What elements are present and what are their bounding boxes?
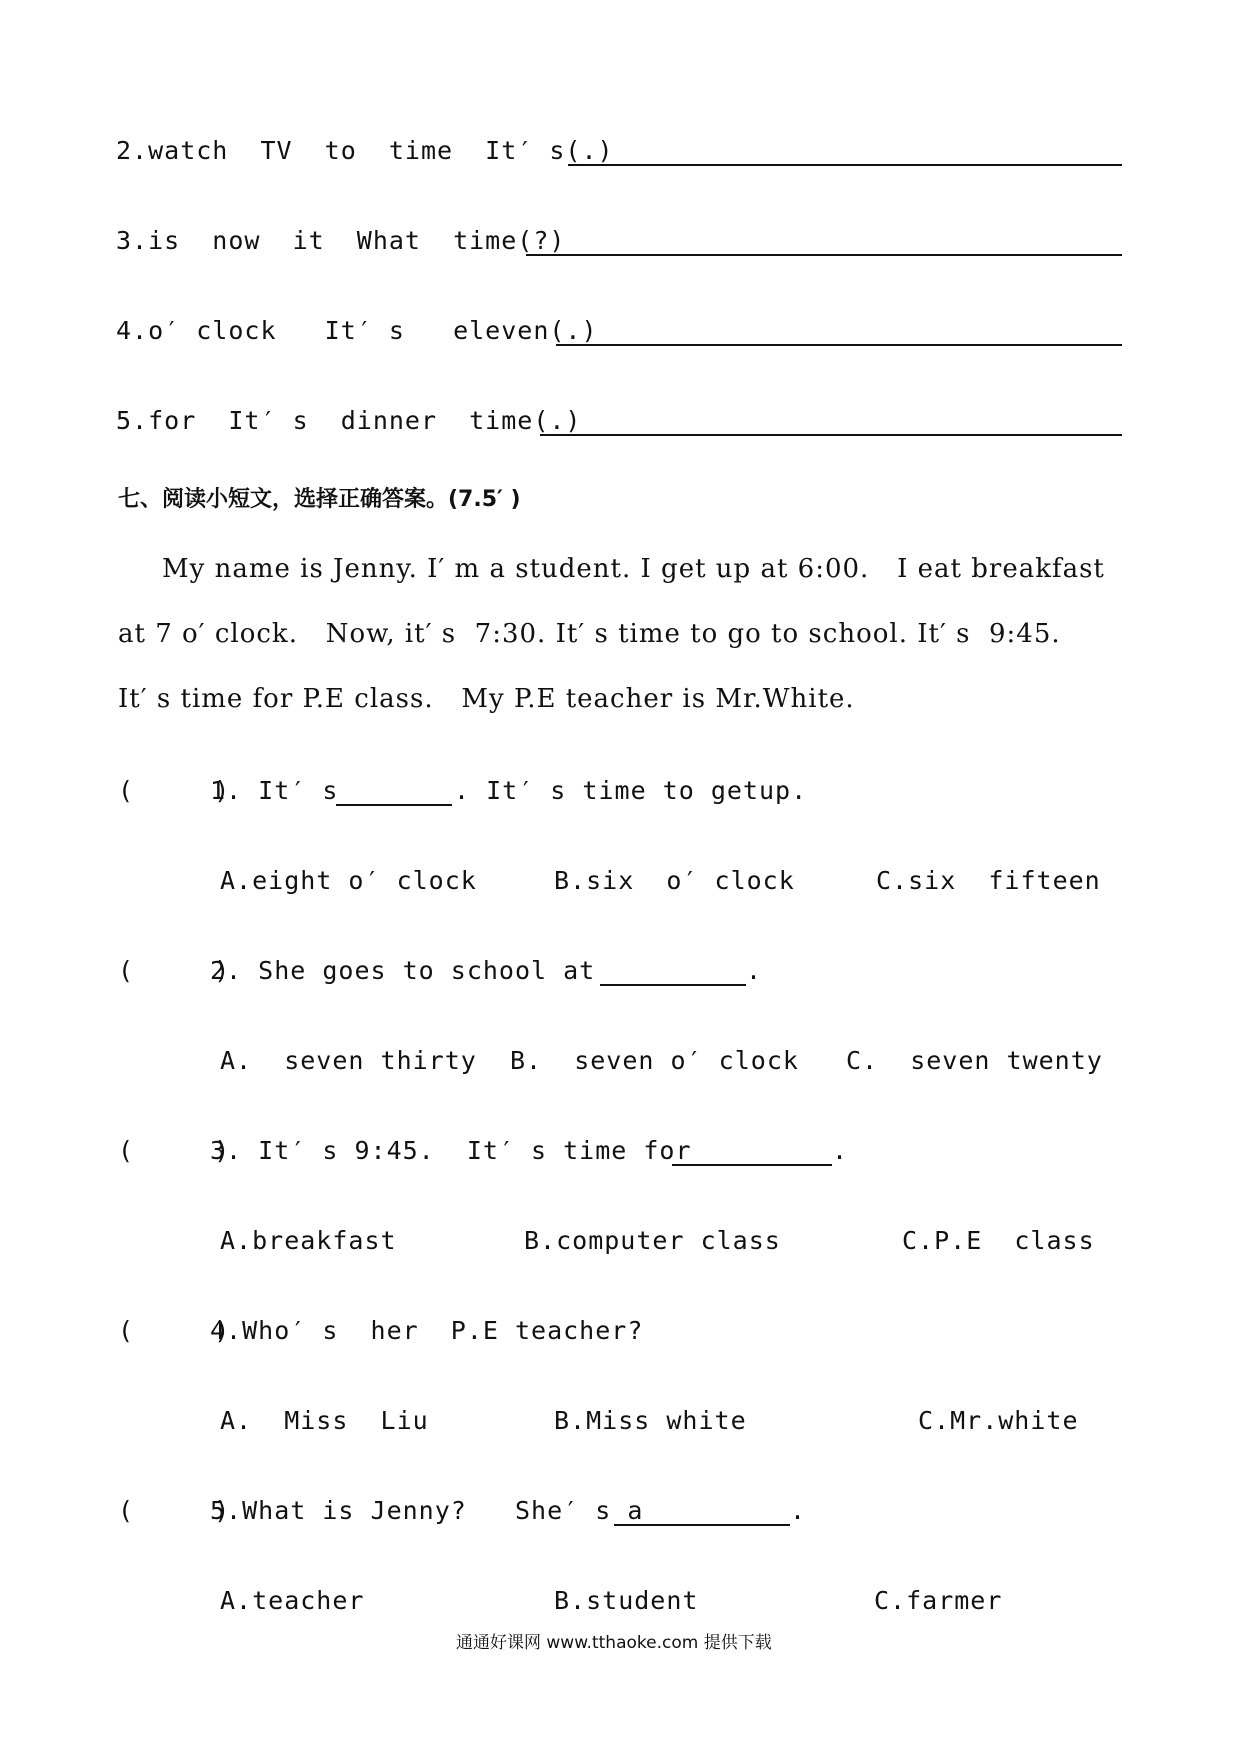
footer-source: 通通好课网 www.tthaoke.com 提供下载 (456, 1633, 772, 1653)
question-5-option-c[interactable]: C.farmer (874, 1586, 1003, 1615)
question-3-blank[interactable] (672, 1164, 832, 1166)
answer-paren[interactable]: ( ) (118, 1316, 231, 1345)
answer-line-2[interactable] (568, 164, 1122, 166)
answer-line-5[interactable] (540, 434, 1122, 436)
question-3-option-a[interactable]: A.breakfast (220, 1226, 397, 1255)
passage-line-3: It′ s time for P.E class. My P.E teacher is Mr.White. (118, 684, 855, 714)
rearrange-item-4: 4.o′ clock It′ s eleven(.) (116, 316, 598, 345)
question-1-option-c[interactable]: C.six fifteen (876, 866, 1101, 895)
question-1-option-b[interactable]: B.six o′ clock (554, 866, 795, 895)
question-5-text-after: . (790, 1496, 807, 1525)
question-5-option-b[interactable]: B.student (554, 1586, 699, 1615)
question-2-blank[interactable] (600, 984, 746, 986)
question-2-text-after: . (746, 956, 763, 985)
question-1-text-after: . It′ s time to getup. (454, 776, 808, 805)
question-5-text: 5.What is Jenny? She′ s a (210, 1496, 644, 1525)
question-1-text: 1. It′ s (210, 776, 339, 805)
question-3-text: 3. It′ s 9:45. It′ s time for (210, 1136, 708, 1165)
question-2-option-c[interactable]: C. seven twenty (846, 1046, 1103, 1075)
question-3-text-after: . (832, 1136, 849, 1165)
question-4-option-a[interactable]: A. Miss Liu (220, 1406, 429, 1435)
answer-paren[interactable]: ( ) (118, 956, 231, 985)
question-4-option-c[interactable]: C.Mr.white (918, 1406, 1079, 1435)
section-heading: 七、阅读小短文，选择正确答案。(7.5′ ) (118, 487, 521, 512)
question-5-blank[interactable] (614, 1524, 790, 1526)
answer-paren[interactable]: ( ) (118, 1496, 231, 1525)
answer-paren[interactable]: ( ) (118, 1136, 231, 1165)
answer-paren[interactable]: ( ) (118, 776, 231, 805)
question-2-option-b[interactable]: B. seven o′ clock (510, 1046, 799, 1075)
passage-line-1: My name is Jenny. I′ m a student. I get up at 6:00. I eat breakfast (162, 554, 1105, 584)
question-4-option-b[interactable]: B.Miss white (554, 1406, 747, 1435)
question-3-option-c[interactable]: C.P.E class (902, 1226, 1095, 1255)
rearrange-item-2: 2.watch TV to time It′ s(.) (116, 136, 614, 165)
question-5-option-a[interactable]: A.teacher (220, 1586, 365, 1615)
question-1-option-a[interactable]: A.eight o′ clock (220, 866, 477, 895)
question-2-text: 2. She goes to school at (210, 956, 612, 985)
question-4-text: 4.Who′ s her P.E teacher? (210, 1316, 644, 1345)
answer-line-4[interactable] (556, 344, 1122, 346)
question-2-option-a[interactable]: A. seven thirty (220, 1046, 477, 1075)
answer-line-3[interactable] (526, 254, 1122, 256)
question-1-blank[interactable] (336, 804, 452, 806)
passage-line-2: at 7 o′ clock. Now, it′ s 7:30. It′ s time to go to school. It′ s 9:45. (118, 619, 1061, 649)
question-3-option-b[interactable]: B.computer class (524, 1226, 781, 1255)
rearrange-item-5: 5.for It′ s dinner time(.) (116, 406, 582, 435)
rearrange-item-3: 3.is now it What time(?) (116, 226, 566, 255)
